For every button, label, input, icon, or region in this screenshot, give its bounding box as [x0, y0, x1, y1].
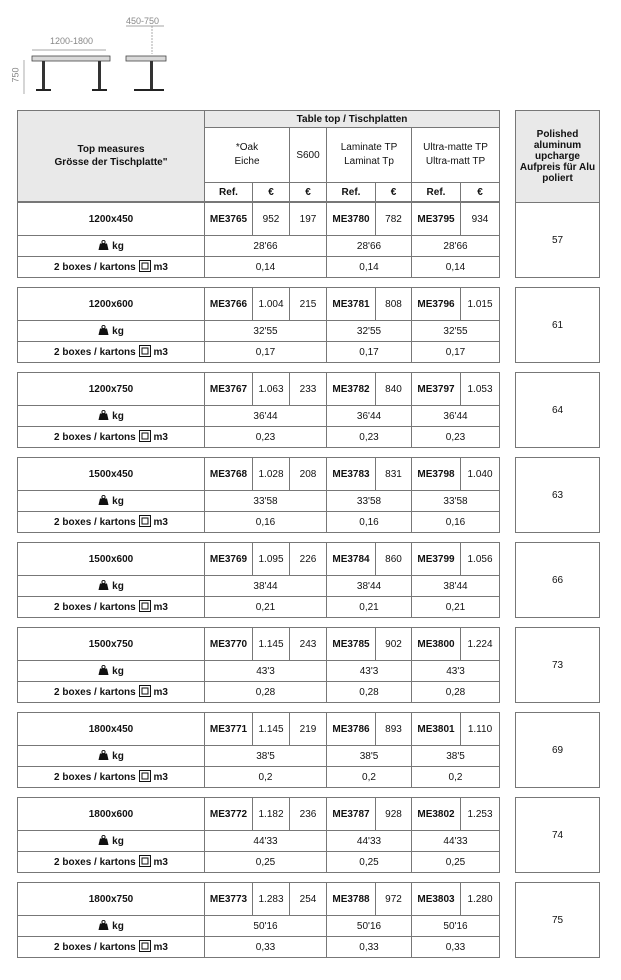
- ultramatte-weight: 36'44: [412, 406, 500, 427]
- size-block-1500x450: [17, 457, 500, 533]
- s600-price: 254: [290, 883, 327, 916]
- laminate-price: 860: [376, 543, 412, 576]
- s600-price: 233: [290, 373, 327, 406]
- laminate-ref: ME3783: [327, 458, 376, 491]
- weight-icon: [98, 495, 109, 508]
- upcharge-value: 74: [515, 797, 600, 873]
- upcharge-value: 64: [515, 372, 600, 448]
- laminate-volume: 0,16: [327, 512, 412, 533]
- oak-weight: 28'66: [205, 236, 327, 257]
- ref-header: Ref.: [327, 183, 376, 202]
- ultramatte-ref: ME3797: [412, 373, 461, 406]
- boxes-label: 2 boxes / kartons: [54, 771, 136, 783]
- oak-header: *Oak Eiche: [205, 128, 290, 183]
- upcharge-value: 69: [515, 712, 600, 788]
- oak-price: 1.182: [253, 798, 290, 831]
- ultramatte-volume: 0,14: [412, 257, 500, 278]
- kg-label: kg: [112, 920, 124, 932]
- weight-label-cell: [18, 491, 205, 512]
- oak-ref: ME3766: [205, 288, 253, 321]
- m3-label: m3: [153, 261, 168, 273]
- size-cell: 1800x750: [18, 883, 205, 916]
- oak-volume: 0,17: [205, 342, 327, 363]
- ultramatte-weight: 28'66: [412, 236, 500, 257]
- kg-label: kg: [112, 410, 124, 422]
- depth-range-label: 450-750: [126, 16, 160, 26]
- volume-label-cell: [18, 512, 205, 533]
- box-icon: [139, 260, 151, 275]
- top-measures-label: Top measures: [77, 144, 145, 155]
- laminate-weight: 43'3: [327, 661, 412, 682]
- kg-label: kg: [112, 580, 124, 592]
- size-block-1500x600: [17, 542, 500, 618]
- ultramatte-ref: ME3796: [412, 288, 461, 321]
- weight-label-cell: [18, 321, 205, 342]
- ultramatte-volume: 0,17: [412, 342, 500, 363]
- s600-header: S600: [290, 128, 327, 183]
- weight-icon: [98, 835, 109, 848]
- size-cell: 1500x450: [18, 458, 205, 491]
- size-block-1800x450: [17, 712, 500, 788]
- laminate-ref: ME3780: [327, 203, 376, 236]
- ultramatte-ref: ME3795: [412, 203, 461, 236]
- oak-weight: 50'16: [205, 916, 327, 937]
- laminate-weight: 44'33: [327, 831, 412, 852]
- laminate-ref: ME3782: [327, 373, 376, 406]
- oak-price: 1.063: [253, 373, 290, 406]
- kg-label: kg: [112, 665, 124, 677]
- kg-label: kg: [112, 495, 124, 507]
- volume-label-cell: [18, 427, 205, 448]
- kg-label: kg: [112, 240, 124, 252]
- m3-label: m3: [153, 941, 168, 953]
- laminate-ref: ME3784: [327, 543, 376, 576]
- volume-label-cell: [18, 342, 205, 363]
- ultramatte-weight: 50'16: [412, 916, 500, 937]
- ref-header: Ref.: [205, 183, 253, 202]
- laminate-ref: ME3785: [327, 628, 376, 661]
- oak-price: 952: [253, 203, 290, 236]
- laminate-volume: 0,14: [327, 257, 412, 278]
- laminate-price: 782: [376, 203, 412, 236]
- m3-label: m3: [153, 431, 168, 443]
- boxes-label: 2 boxes / kartons: [54, 601, 136, 613]
- kg-label: kg: [112, 750, 124, 762]
- box-icon: [139, 430, 151, 445]
- laminate-price: 893: [376, 713, 412, 746]
- ultramatte-price: 1.110: [461, 713, 500, 746]
- boxes-label: 2 boxes / kartons: [54, 856, 136, 868]
- eur-header: €: [376, 183, 412, 202]
- size-cell: 1200x600: [18, 288, 205, 321]
- weight-label-cell: [18, 746, 205, 767]
- upcharge-header: Polished aluminum upcharge Aufpreis für Alu poliert: [515, 110, 600, 203]
- oak-weight: 36'44: [205, 406, 327, 427]
- oak-price: 1.095: [253, 543, 290, 576]
- size-block-1800x600: [17, 797, 500, 873]
- ultramatte-volume: 0,28: [412, 682, 500, 703]
- laminate-weight: 28'66: [327, 236, 412, 257]
- ultramatte-ref: ME3801: [412, 713, 461, 746]
- ultramatte-weight: 44'33: [412, 831, 500, 852]
- boxes-label: 2 boxes / kartons: [54, 346, 136, 358]
- boxes-label: 2 boxes / kartons: [54, 686, 136, 698]
- oak-price: 1.283: [253, 883, 290, 916]
- oak-ref: ME3768: [205, 458, 253, 491]
- laminate-ref: ME3786: [327, 713, 376, 746]
- laminate-volume: 0,2: [327, 767, 412, 788]
- oak-weight: 38'5: [205, 746, 327, 767]
- ultramatte-price: 1.040: [461, 458, 500, 491]
- weight-icon: [98, 580, 109, 593]
- size-cell: 1800x450: [18, 713, 205, 746]
- size-cell: 1500x600: [18, 543, 205, 576]
- ultramatte-weight: 32'55: [412, 321, 500, 342]
- laminate-price: 831: [376, 458, 412, 491]
- weight-icon: [98, 665, 109, 678]
- oak-volume: 0,21: [205, 597, 327, 618]
- m3-label: m3: [153, 601, 168, 613]
- volume-label-cell: [18, 597, 205, 618]
- oak-volume: 0,2: [205, 767, 327, 788]
- laminate-weight: 50'16: [327, 916, 412, 937]
- oak-ref: ME3771: [205, 713, 253, 746]
- weight-icon: [98, 920, 109, 933]
- width-range-label: 1200-1800: [50, 36, 94, 46]
- ultramatte-header: Ultra-matte TP Ultra-matt TP: [412, 128, 500, 183]
- ultramatte-ref: ME3800: [412, 628, 461, 661]
- oak-price: 1.145: [253, 628, 290, 661]
- s600-price: 208: [290, 458, 327, 491]
- upcharge-value: 61: [515, 287, 600, 363]
- boxes-label: 2 boxes / kartons: [54, 261, 136, 273]
- m3-label: m3: [153, 346, 168, 358]
- laminate-ref: ME3787: [327, 798, 376, 831]
- upcharge-value: 63: [515, 457, 600, 533]
- laminate-price: 808: [376, 288, 412, 321]
- header-table: [17, 110, 500, 202]
- size-block-1200x600: [17, 287, 500, 363]
- oak-volume: 0,33: [205, 937, 327, 958]
- laminate-weight: 33'58: [327, 491, 412, 512]
- oak-ref: ME3773: [205, 883, 253, 916]
- desk-diagram: [10, 14, 174, 104]
- box-icon: [139, 685, 151, 700]
- ultramatte-price: 1.253: [461, 798, 500, 831]
- weight-label-cell: [18, 576, 205, 597]
- height-label: 750: [10, 67, 21, 83]
- ultramatte-ref: ME3798: [412, 458, 461, 491]
- ultramatte-weight: 43'3: [412, 661, 500, 682]
- weight-icon: [98, 240, 109, 253]
- oak-weight: 43'3: [205, 661, 327, 682]
- oak-ref: ME3772: [205, 798, 253, 831]
- laminate-price: 928: [376, 798, 412, 831]
- laminate-header: Laminate TP Laminat Tp: [327, 128, 412, 183]
- ultramatte-price: 1.056: [461, 543, 500, 576]
- s600-price: 243: [290, 628, 327, 661]
- volume-label-cell: [18, 852, 205, 873]
- laminate-ref: ME3788: [327, 883, 376, 916]
- volume-label-cell: [18, 257, 205, 278]
- weight-icon: [98, 750, 109, 763]
- ultramatte-weight: 38'44: [412, 576, 500, 597]
- ultramatte-price: 1.224: [461, 628, 500, 661]
- upcharge-value: 66: [515, 542, 600, 618]
- ultramatte-volume: 0,21: [412, 597, 500, 618]
- oak-volume: 0,28: [205, 682, 327, 703]
- laminate-weight: 38'44: [327, 576, 412, 597]
- s600-price: 215: [290, 288, 327, 321]
- ultramatte-price: 1.015: [461, 288, 500, 321]
- laminate-weight: 38'5: [327, 746, 412, 767]
- boxes-label: 2 boxes / kartons: [54, 516, 136, 528]
- size-block-1800x750: [17, 882, 500, 958]
- ultramatte-price: 1.280: [461, 883, 500, 916]
- ultramatte-volume: 0,23: [412, 427, 500, 448]
- oak-weight: 38'44: [205, 576, 327, 597]
- ultramatte-ref: ME3803: [412, 883, 461, 916]
- oak-ref: ME3769: [205, 543, 253, 576]
- s600-price: 236: [290, 798, 327, 831]
- ref-header: Ref.: [412, 183, 461, 202]
- s600-price: 197: [290, 203, 327, 236]
- top-measures-label-de: Grösse der Tischplatte": [54, 157, 168, 168]
- s600-price: 219: [290, 713, 327, 746]
- oak-ref: ME3770: [205, 628, 253, 661]
- weight-label-cell: [18, 406, 205, 427]
- desk-drawing: [14, 14, 174, 104]
- ultramatte-ref: ME3802: [412, 798, 461, 831]
- oak-weight: 32'55: [205, 321, 327, 342]
- upcharge-value: 57: [515, 202, 600, 278]
- boxes-label: 2 boxes / kartons: [54, 941, 136, 953]
- ultramatte-ref: ME3799: [412, 543, 461, 576]
- size-cell: 1800x600: [18, 798, 205, 831]
- eur-header: €: [290, 183, 327, 202]
- laminate-volume: 0,33: [327, 937, 412, 958]
- boxes-label: 2 boxes / kartons: [54, 431, 136, 443]
- m3-label: m3: [153, 516, 168, 528]
- m3-label: m3: [153, 856, 168, 868]
- size-block-1200x450: [17, 202, 500, 278]
- ultramatte-volume: 0,33: [412, 937, 500, 958]
- laminate-volume: 0,17: [327, 342, 412, 363]
- laminate-volume: 0,21: [327, 597, 412, 618]
- size-cell: 1200x450: [18, 203, 205, 236]
- box-icon: [139, 600, 151, 615]
- oak-weight: 44'33: [205, 831, 327, 852]
- ultramatte-weight: 33'58: [412, 491, 500, 512]
- laminate-price: 840: [376, 373, 412, 406]
- laminate-volume: 0,23: [327, 427, 412, 448]
- size-cell: 1200x750: [18, 373, 205, 406]
- laminate-price: 972: [376, 883, 412, 916]
- box-icon: [139, 345, 151, 360]
- eur-header: €: [461, 183, 500, 202]
- upcharge-value: 73: [515, 627, 600, 703]
- oak-price: 1.004: [253, 288, 290, 321]
- oak-price: 1.145: [253, 713, 290, 746]
- volume-label-cell: [18, 682, 205, 703]
- laminate-volume: 0,25: [327, 852, 412, 873]
- oak-volume: 0,23: [205, 427, 327, 448]
- kg-label: kg: [112, 325, 124, 337]
- m3-label: m3: [153, 771, 168, 783]
- ultramatte-price: 934: [461, 203, 500, 236]
- oak-price: 1.028: [253, 458, 290, 491]
- kg-label: kg: [112, 835, 124, 847]
- size-block-1500x750: [17, 627, 500, 703]
- ultramatte-weight: 38'5: [412, 746, 500, 767]
- laminate-weight: 32'55: [327, 321, 412, 342]
- ultramatte-volume: 0,25: [412, 852, 500, 873]
- table-top-header: Table top / Tischplatten: [205, 111, 500, 128]
- box-icon: [139, 770, 151, 785]
- ultramatte-price: 1.053: [461, 373, 500, 406]
- weight-icon: [98, 325, 109, 338]
- box-icon: [139, 940, 151, 955]
- volume-label-cell: [18, 767, 205, 788]
- oak-weight: 33'58: [205, 491, 327, 512]
- ultramatte-volume: 0,16: [412, 512, 500, 533]
- laminate-volume: 0,28: [327, 682, 412, 703]
- ultramatte-volume: 0,2: [412, 767, 500, 788]
- oak-ref: ME3767: [205, 373, 253, 406]
- oak-volume: 0,16: [205, 512, 327, 533]
- laminate-price: 902: [376, 628, 412, 661]
- box-icon: [139, 515, 151, 530]
- oak-ref: ME3765: [205, 203, 253, 236]
- oak-volume: 0,25: [205, 852, 327, 873]
- s600-price: 226: [290, 543, 327, 576]
- upcharge-value: 75: [515, 882, 600, 958]
- weight-label-cell: [18, 236, 205, 257]
- weight-label-cell: [18, 831, 205, 852]
- top-measures-header: [18, 111, 205, 202]
- size-block-1200x750: [17, 372, 500, 448]
- weight-label-cell: [18, 916, 205, 937]
- volume-label-cell: [18, 937, 205, 958]
- size-cell: 1500x750: [18, 628, 205, 661]
- box-icon: [139, 855, 151, 870]
- eur-header: €: [253, 183, 290, 202]
- weight-label-cell: [18, 661, 205, 682]
- laminate-ref: ME3781: [327, 288, 376, 321]
- oak-volume: 0,14: [205, 257, 327, 278]
- m3-label: m3: [153, 686, 168, 698]
- laminate-weight: 36'44: [327, 406, 412, 427]
- weight-icon: [98, 410, 109, 423]
